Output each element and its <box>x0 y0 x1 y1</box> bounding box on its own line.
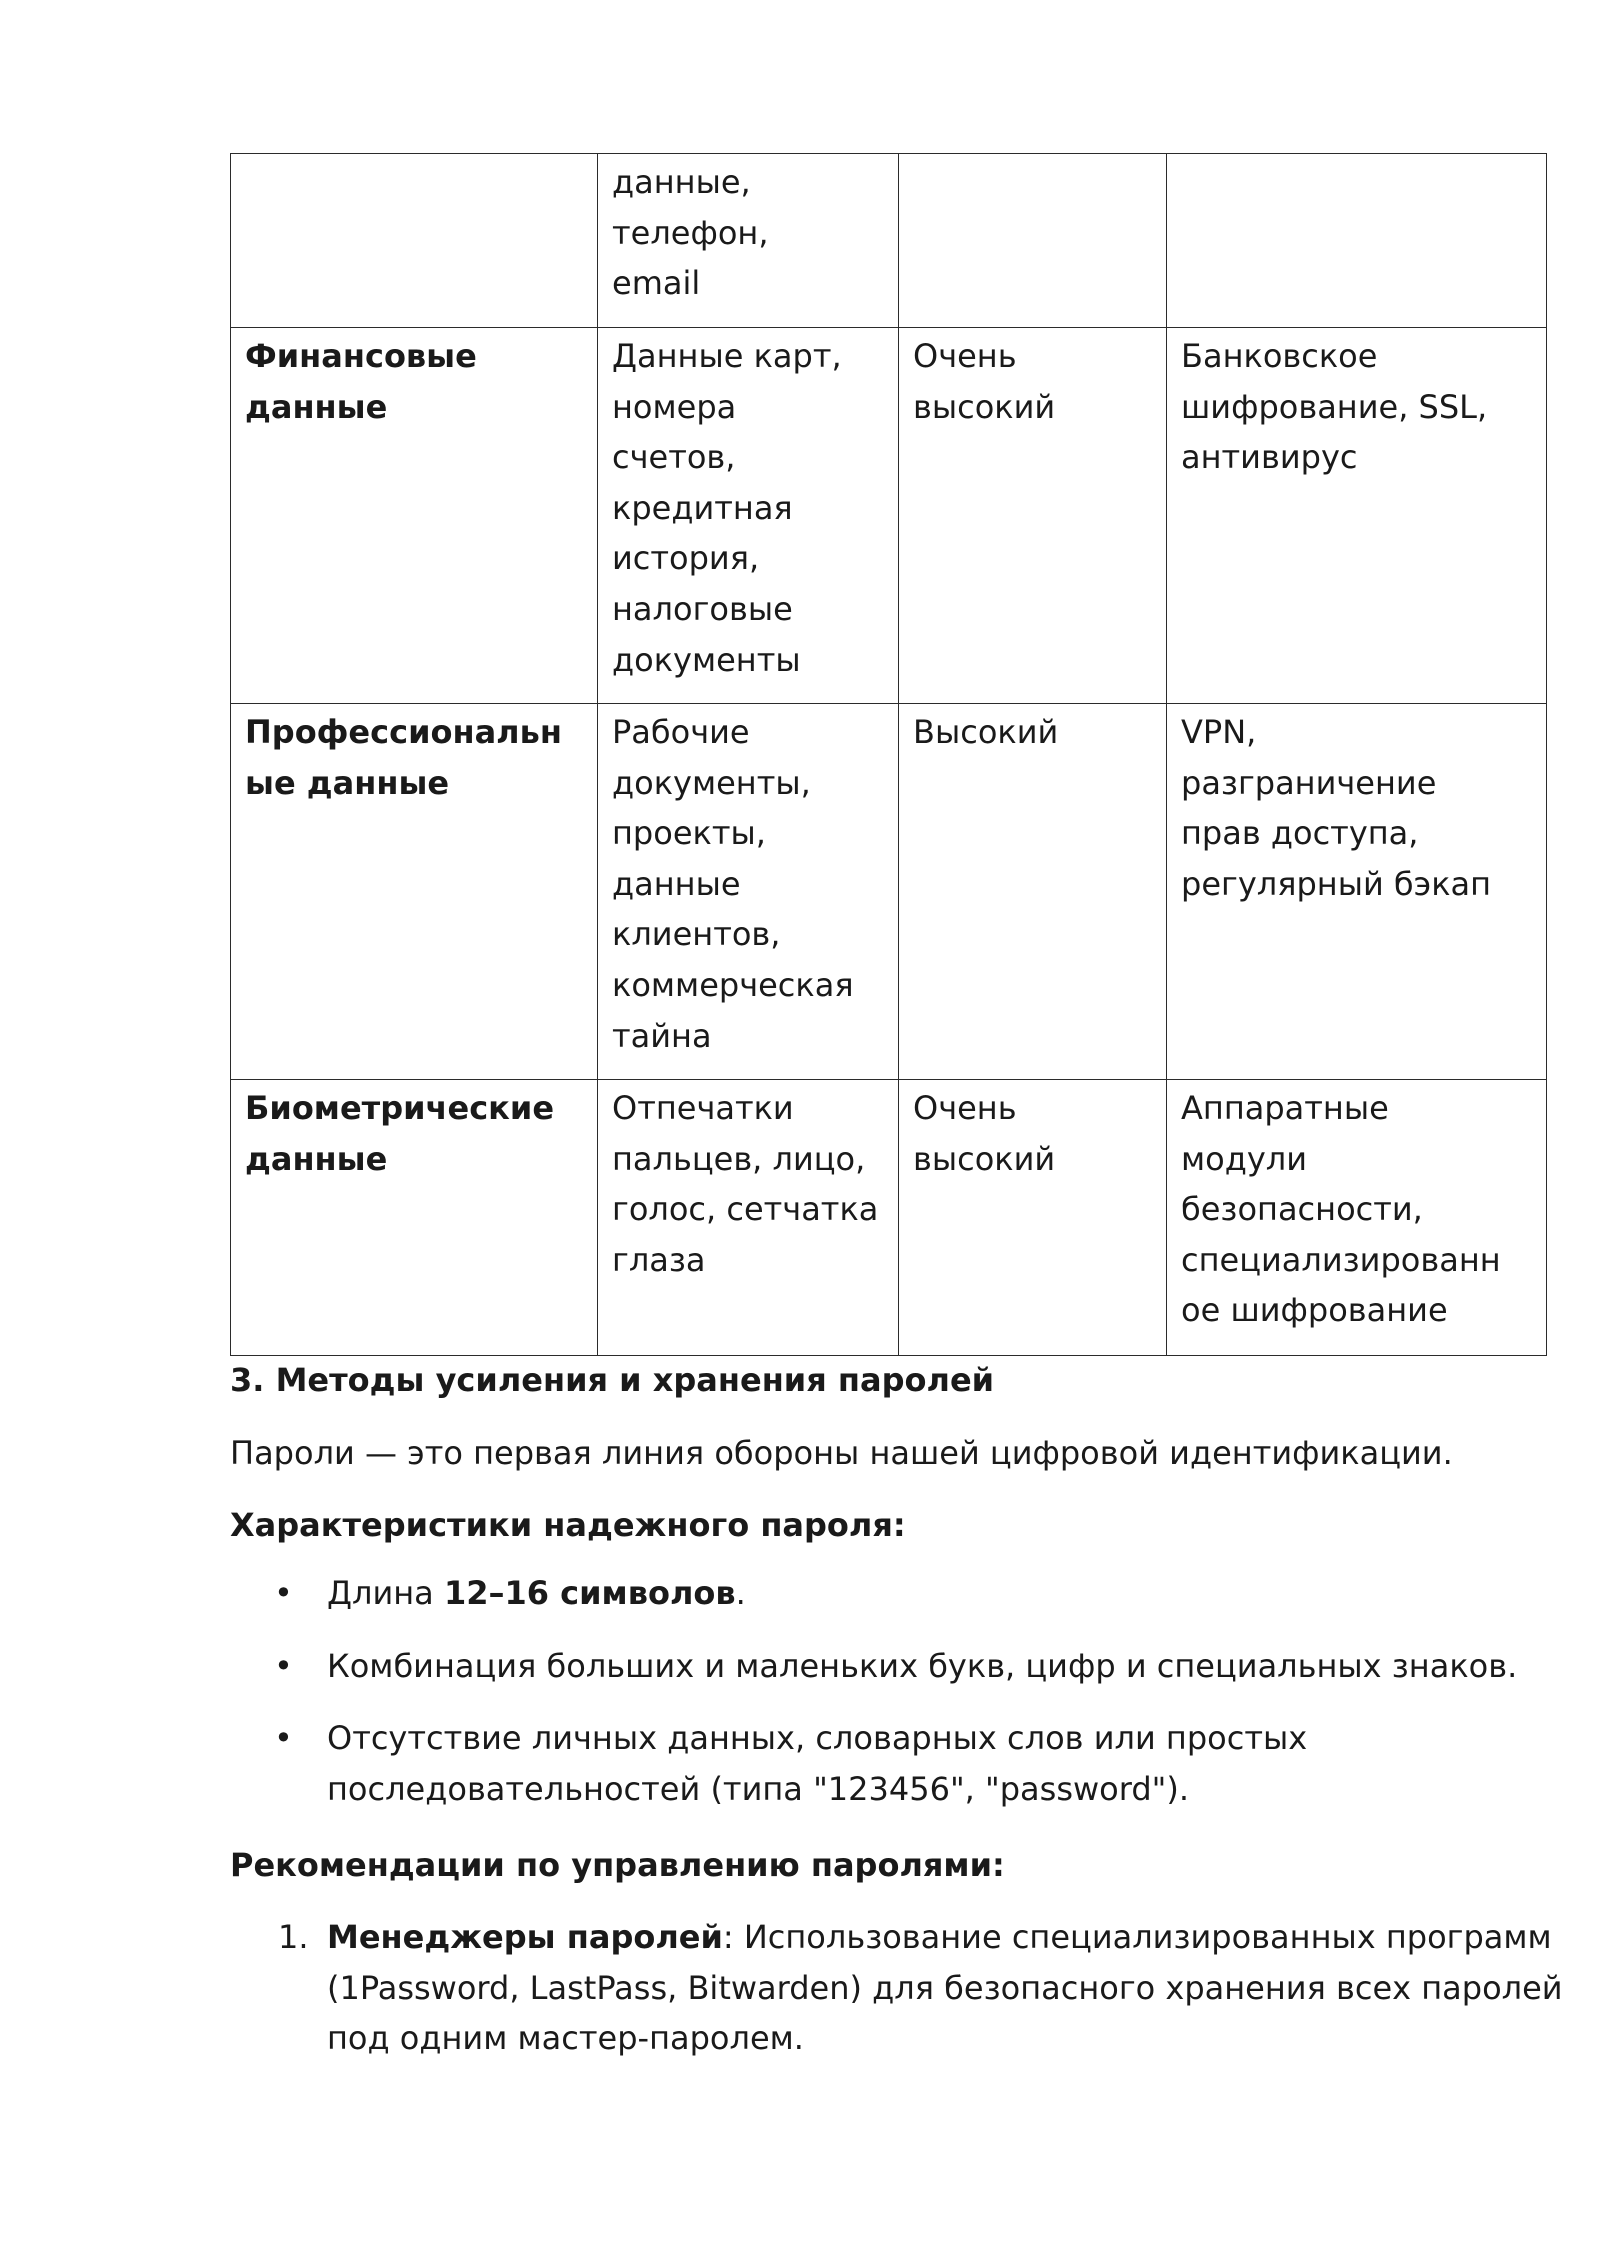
cell-text-line: VPN, <box>1181 713 1257 751</box>
cell-text-line: email <box>612 264 701 303</box>
cell-text-line: документы <box>612 640 801 679</box>
table-row <box>231 328 1547 704</box>
characteristics-list <box>230 1568 1517 1836</box>
cell-text-line: номера <box>612 387 737 426</box>
cell-text-line: Банковское <box>1181 337 1378 375</box>
item-text: . <box>735 1574 746 1612</box>
cell-text-line: история, <box>612 539 760 578</box>
cell-text-line: Рабочие <box>612 713 750 751</box>
cell-text-line: тайна <box>612 1016 712 1055</box>
item-text: под одним мастер-паролем. <box>327 2019 804 2058</box>
examples-cell <box>598 1080 899 1356</box>
bullet-icon: • <box>274 1646 293 1685</box>
table-row <box>231 154 1547 328</box>
list-item <box>230 1713 1517 1814</box>
item-text: Отсутствие личных данных, словарных слов или простых <box>327 1719 1308 1758</box>
list-item <box>230 1641 1517 1692</box>
item-emphasis: 12–16 символов <box>443 1574 736 1612</box>
item-text: Длина <box>327 1574 444 1612</box>
recommendations-list <box>230 1912 1563 2064</box>
category-cell <box>231 1080 598 1356</box>
protection-cell <box>1167 328 1547 704</box>
cell-text-line: счетов, <box>612 438 736 477</box>
list-item <box>230 1912 1563 2064</box>
item-text: Комбинация больших и маленьких букв, цифр и специальных знаков. <box>327 1646 1518 1685</box>
protection-cell <box>1167 1080 1547 1356</box>
table-row <box>231 704 1547 1080</box>
cell-text-line: налоговые <box>612 589 793 628</box>
cell-text-line: Финансовые <box>245 337 477 375</box>
cell-text-line: голос, сетчатка <box>612 1190 879 1229</box>
cell-text-line: данные <box>245 1139 388 1178</box>
cell-text-line: прав доступа, <box>1181 814 1419 853</box>
cell-text-line: данные <box>612 864 741 903</box>
cell-text-line: клиентов, <box>612 915 781 954</box>
protection-cell <box>1167 154 1547 328</box>
section-heading: 3. Методы усиления и хранения паролей <box>230 1361 995 1399</box>
cell-text-line: высокий <box>913 387 1056 426</box>
cell-text-line: Отпечатки <box>612 1089 794 1127</box>
cell-text-line: шифрование, SSL, <box>1181 387 1488 426</box>
cell-text-line: антивирус <box>1181 438 1358 477</box>
cell-text-line: документы, <box>612 763 811 802</box>
cell-text-line: безопасности, <box>1181 1190 1423 1229</box>
risk-level-cell <box>899 1080 1167 1356</box>
cell-text-line: ые данные <box>245 763 450 802</box>
category-cell <box>231 704 598 1080</box>
cell-text-line: глаза <box>612 1240 706 1279</box>
item-text: (1Password, LastPass, Bitwarden) для безопасного хранения всех паролей <box>327 1968 1563 2007</box>
data-classification-table <box>230 153 1547 1356</box>
item-number: 1. <box>278 1918 309 1956</box>
recommendations-heading: Рекомендации по управлению паролями: <box>230 1846 1005 1884</box>
risk-level-cell <box>899 328 1167 704</box>
cell-text-line: Очень <box>913 337 1017 375</box>
cell-text-line: ое шифрование <box>1181 1291 1448 1330</box>
intro-paragraph: Пароли — это первая линия обороны нашей цифровой идентификации. <box>230 1434 1453 1472</box>
cell-text-line: пальцев, лицо, <box>612 1139 866 1178</box>
risk-level-cell <box>899 154 1167 328</box>
cell-text-line: высокий <box>913 1139 1056 1178</box>
cell-text-line: Биометрические <box>245 1089 555 1127</box>
category-cell <box>231 328 598 704</box>
cell-text-line: Аппаратные <box>1181 1089 1389 1127</box>
list-item <box>230 1568 1517 1619</box>
characteristics-heading: Характеристики надежного пароля: <box>230 1506 906 1544</box>
cell-text-line: кредитная <box>612 488 793 527</box>
examples-cell <box>598 328 899 704</box>
table-row <box>231 1080 1547 1356</box>
category-cell <box>231 154 598 328</box>
cell-text-line: проекты, <box>612 814 766 853</box>
examples-cell <box>598 154 899 328</box>
cell-text-line: коммерческая <box>612 965 854 1004</box>
cell-text-line: Очень <box>913 1089 1017 1127</box>
cell-text-line: Профессиональн <box>245 713 562 751</box>
cell-text-line: данные <box>245 387 388 426</box>
cell-text-line: Данные карт, <box>612 337 842 375</box>
cell-text-line: разграничение <box>1181 763 1437 802</box>
cell-text-line: данные, <box>612 163 751 201</box>
protection-cell <box>1167 704 1547 1080</box>
cell-text-line: специализированн <box>1181 1240 1501 1279</box>
bullet-icon: • <box>274 1574 293 1612</box>
bullet-icon: • <box>274 1719 293 1758</box>
item-text: : Использование специализированных программ <box>722 1918 1552 1956</box>
cell-text-line: телефон, <box>612 213 769 252</box>
item-emphasis: Менеджеры паролей <box>327 1918 723 1956</box>
examples-cell <box>598 704 899 1080</box>
item-text: последовательностей (типа "123456", "password"). <box>327 1769 1190 1808</box>
risk-level-cell <box>899 704 1167 1080</box>
cell-text-line: модули <box>1181 1139 1308 1178</box>
cell-text-line: регулярный бэкап <box>1181 864 1492 903</box>
cell-text-line: Высокий <box>913 713 1059 751</box>
